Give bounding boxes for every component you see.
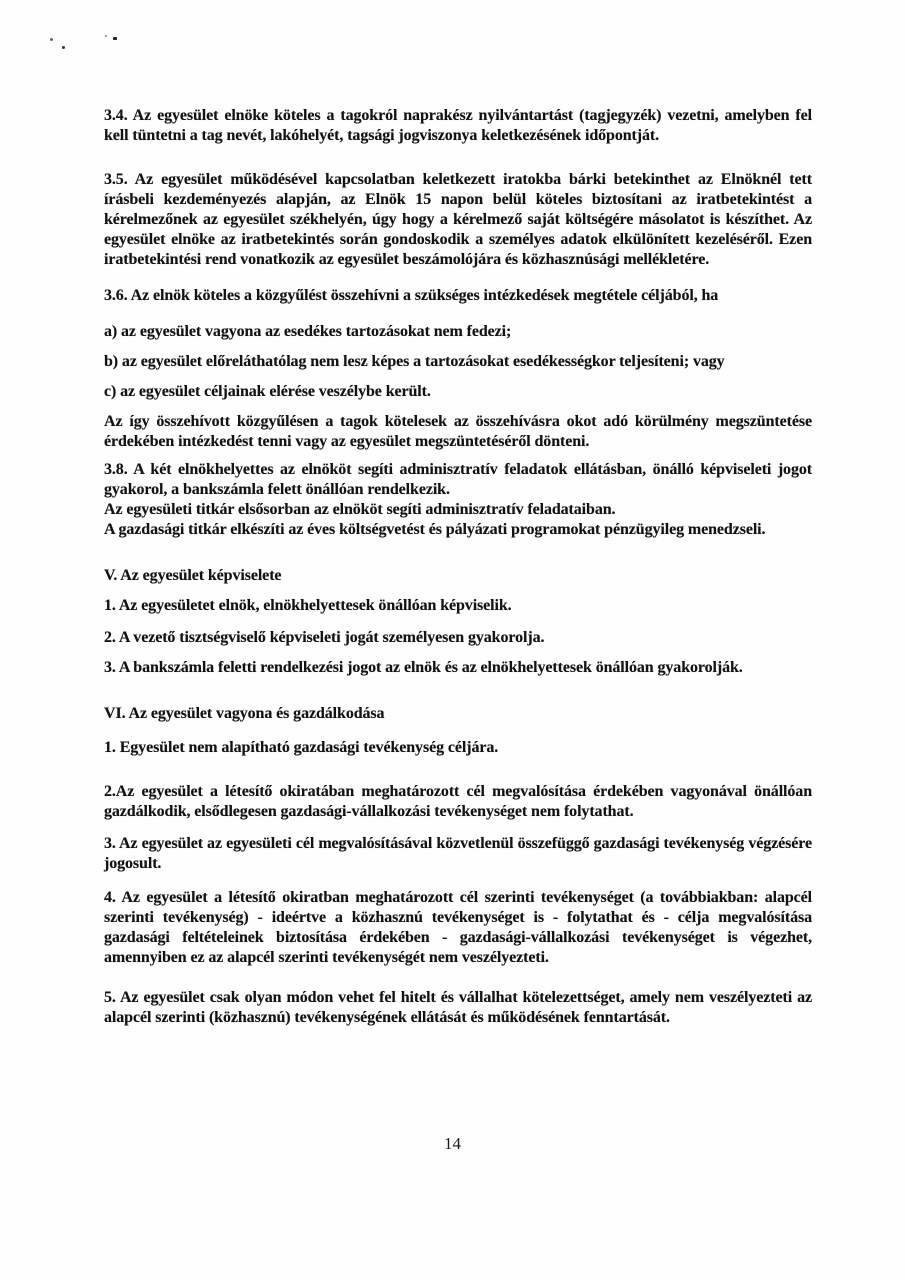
scan-noise-speck bbox=[113, 37, 117, 40]
paragraph-3-6: 3.6. Az elnök köteles a közgyűlést összehívni a szükséges intézkedések megtétele céljából, ha bbox=[104, 287, 719, 304]
paragraph-3-8: 3.8. A két elnökhelyettes az elnököt segíti adminisztratív feladatok ellátásban, önálló képviseleti jogot gyakorol, a bankszámla felett önállóan rendelkezik. bbox=[104, 461, 812, 498]
paragraph-vi-5: 5. Az egyesület csak olyan módon vehet fel hitelt és vállalhat kötelezettséget, amely nem veszélyezteti az alapcél szerinti (közhasznú) tevékenységének ellátását és működésének fenntartását. bbox=[104, 989, 812, 1026]
paragraph-v-1: 1. Az egyesületet elnök, elnökhelyettesek önállóan képviselik. bbox=[104, 597, 512, 614]
paragraph-vi-2: 2.Az egyesület a létesítő okiratában meghatározott cél megvalósítása érdekében vagyonával önállóan gazdálkodik, elsődlegesen gazdasági-vállalkozási tevékenységet nem folytathat. bbox=[104, 783, 812, 820]
paragraph-vi-4: 4. Az egyesület a létesítő okiratban meghatározott cél szerinti tevékenységet (a továbbiakban: alapcél szerinti tevékenység) - ideértve a közhasznú tevékenységet is - folytathat és - célja megvalósítása gazdasági feltételeinek biztosítása érdekében - gazdasági-vállalkozási tevékenységet is végezhet, amennyiben ez az alapcél szerinti tevékenységét nem veszélyezteti. bbox=[104, 889, 812, 966]
scan-noise-speck bbox=[50, 38, 53, 41]
scan-noise-speck bbox=[62, 46, 65, 49]
paragraph-3-5: 3.5. Az egyesület működésével kapcsolatban keletkezett iratokba bárki betekinthet az Elnöknél tett írásbeli kezdeményezés alapján, az Elnök 15 napon belül köteles biztosítani az iratbetekintést a kérelmezőnek az egyesület székhelyén, úgy hogy a kérelmező saját költségére másolatot is készíthet. Az egyesület elnöke az iratbetekintés során gondoskodik a személyes adatok elkülönített kezeléséről. Ezen iratbetekintési rend vonatkozik az egyesület beszámolójára és közhasznúsági mellékletére. bbox=[104, 171, 812, 268]
paragraph-financial-secretary: A gazdasági titkár elkészíti az éves költségvetést és pályázati programokat pénzügyileg menedzseli. bbox=[104, 521, 766, 538]
list-item-a: a) az egyesület vagyona az esedékes tartozásokat nem fedezi; bbox=[104, 323, 512, 340]
list-item-c: c) az egyesület céljainak elérése veszélybe került. bbox=[104, 383, 431, 400]
section-vi-heading: VI. Az egyesület vagyona és gazdálkodása bbox=[104, 705, 385, 722]
paragraph-3-4: 3.4. Az egyesület elnöke köteles a tagokról naprakész nyilvántartást (tagjegyzék) vezetni, amelyben fel kell tüntetni a tag nevét, lakóhelyét, tagsági jogviszonya keletkezésének időpontját. bbox=[104, 107, 812, 144]
paragraph-v-3: 3. A bankszámla feletti rendelkezési jogot az elnök és az elnökhelyettesek önállóan gyakorolják. bbox=[104, 659, 743, 676]
paragraph-v-2: 2. A vezető tisztségviselő képviseleti jogát személyesen gyakorolja. bbox=[104, 629, 545, 646]
section-v-heading: V. Az egyesület képviselete bbox=[104, 567, 282, 584]
paragraph-convened-meeting: Az így összehívott közgyűlésen a tagok kötelesek az összehívásra okot adó körülmény megszüntetése érdekében intézkedést tenni vagy az egyesület megszüntetéséről dönteni. bbox=[104, 413, 812, 450]
scan-noise-speck bbox=[105, 35, 107, 37]
paragraph-secretary: Az egyesületi titkár elsősorban az elnököt segíti adminisztratív feladataiban. bbox=[104, 501, 616, 518]
list-item-b: b) az egyesület előreláthatólag nem lesz képes a tartozásokat esedékességkor teljesíteni; vagy bbox=[104, 353, 725, 370]
paragraph-vi-3: 3. Az egyesület az egyesületi cél megvalósításával közvetlenül összefüggő gazdasági tevékenység végzésére jogosult. bbox=[104, 835, 812, 872]
page-number: 14 bbox=[444, 1134, 461, 1153]
document-content bbox=[104, 106, 812, 1028]
paragraph-vi-1: 1. Egyesület nem alapítható gazdasági tevékenység céljára. bbox=[104, 739, 499, 756]
